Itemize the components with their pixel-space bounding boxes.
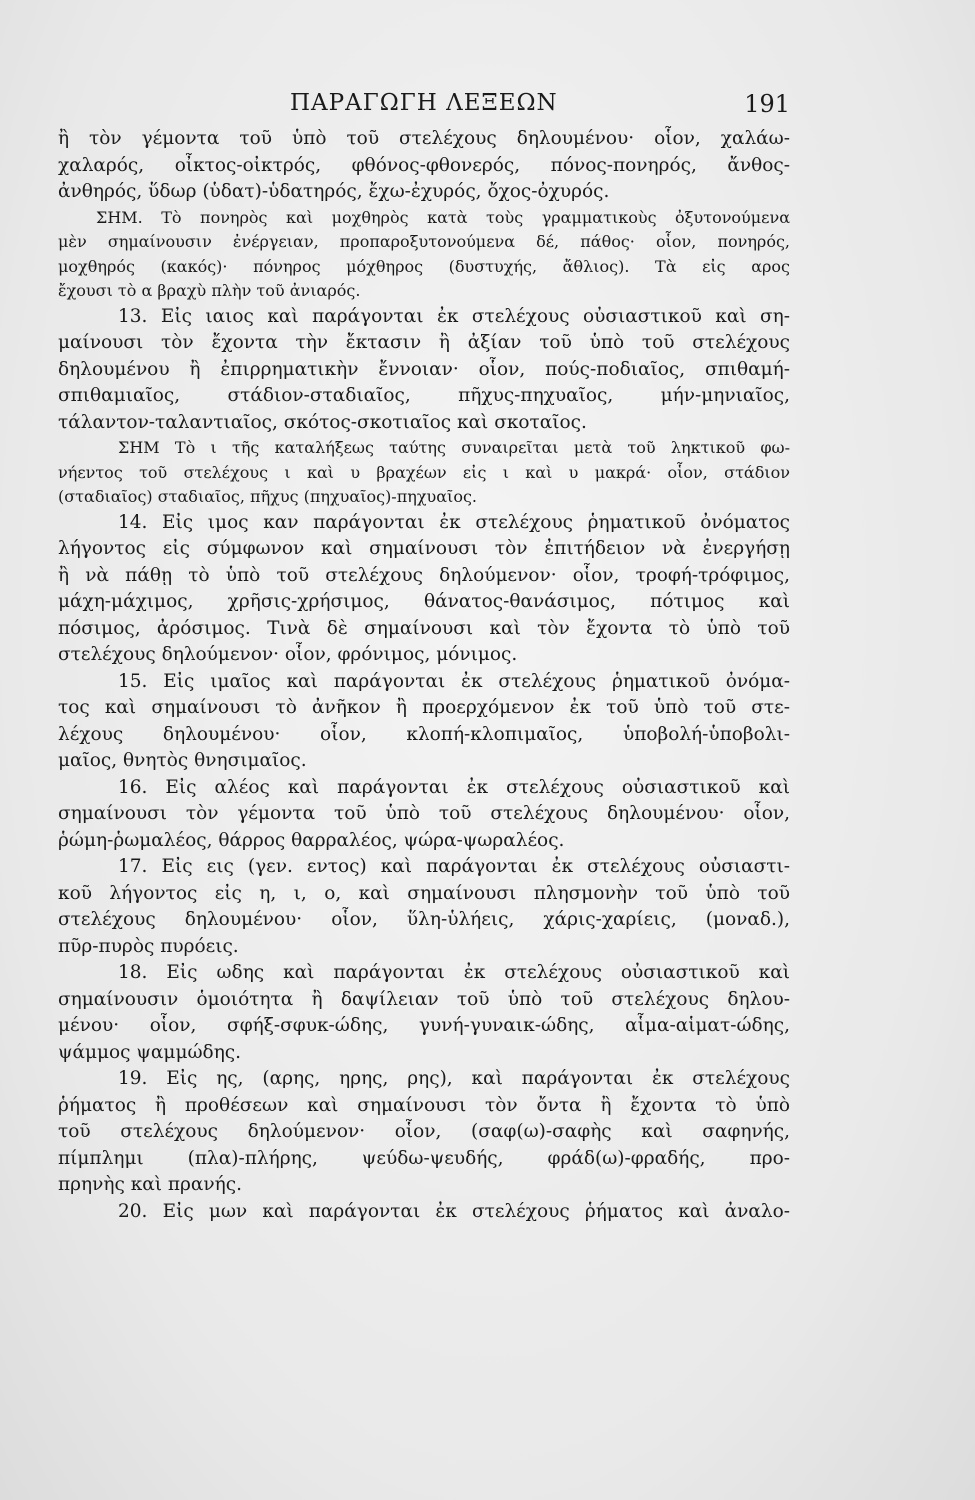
text-line: ἀνθηρός, ὕδωρ (ὑδατ)-ὑδατηρός, ἔχω-ἐχυρός, ὄχος-ὀχυρός. — [58, 181, 610, 202]
note-line: ΣΗΜ Τὸ ι τῆς καταλήξεως ταύτης συναιρεῖται μετὰ τοῦ ληκτικοῦ φω- — [118, 438, 790, 457]
text-line: τος καὶ σημαίνουσι τὸ ἀνῆκον ἢ προερχόμενον ἐκ τοῦ ὑπὸ τοῦ στε- — [58, 697, 790, 718]
note-line: ἔχουσι τὸ α βραχὺ πλὴν τοῦ ἀνιαρός. — [58, 281, 361, 300]
text-line: ἢ τὸν γέμοντα τοῦ ὑπὸ τοῦ στελέχους δηλουμένου· οἷον, χαλάω- — [58, 128, 790, 149]
text-line: δηλουμένου ἢ ἐπιρρηματικὴν ἔννοιαν· οἷον, πούς-ποδιαῖος, σπιθαμή- — [58, 358, 790, 380]
text-line: ψάμμος ψαμμώδης. — [58, 1041, 242, 1063]
text-line: μάχη-μάχιμος, χρῆσις-χρήσιμος, θάνατος-θανάσιμος, πότιμος καὶ — [58, 591, 790, 612]
text-line: στελέχους δηλουμένου· οἷον, ὕλη-ὑλήεις, χάρις-χαρίεις, (μοναδ.), — [58, 909, 790, 930]
text-line: ἢ νὰ πάθῃ τὸ ὑπὸ τοῦ στελέχους δηλούμενον· οἷον, τροφή-τρόφιμος, — [58, 564, 790, 586]
text-line: μαίνουσι τὸν ἔχοντα τὴν ἔκτασιν ἢ ἀξίαν τοῦ ὑπὸ τοῦ στελέχους — [58, 332, 790, 353]
section-start-line: 13. Εἰς ιαιος καὶ παράγονται ἐκ στελέχους οὐσιαστικοῦ καὶ ση- — [118, 305, 790, 327]
note-line: μὲν σημαίνουσιν ἐνέργειαν, προπαροξυτονούμενα δέ, πάθος· οἷον, πονηρός, — [58, 232, 790, 251]
section-start-line: 19. Εἰς ης, (αρης, ηρης, ρης), καὶ παράγονται ἐκ στελέχους — [118, 1068, 790, 1089]
text-line: κοῦ λήγοντος εἰς η, ι, ο, καὶ σημαίνουσι πλησμονὴν τοῦ ὑπὸ τοῦ — [58, 882, 790, 904]
note-line: (σταδιαῖος) σταδιαῖος, πῆχυς (πηχυαῖος)-πηχυαῖος. — [58, 487, 477, 506]
text-line: μένου· οἷον, σφήξ-σφυκ-ώδης, γυνή-γυναικ-ώδης, αἷμα-αἱματ-ώδης, — [58, 1015, 790, 1036]
text-line: τοῦ στελέχους δηλούμενον· οἷον, (σαφ(ω)-σαφὴς καὶ σαφηνής, — [58, 1121, 790, 1142]
page-number: 191 — [744, 90, 790, 118]
section-start-line: 17. Εἰς εις (γεν. εντος) καὶ παράγονται ἐκ στελέχους οὐσιαστι- — [118, 856, 790, 877]
body-text — [58, 126, 790, 1225]
text-line: λήγοντος εἰς σύμφωνον καὶ σημαίνουσι τὸν ἐπιτήδειον νὰ ἐνεργήσῃ — [58, 538, 790, 559]
text-line: πίμπλημι (πλα)-πλήρης, ψεύδω-ψευδής, φράδ(ω)-φραδής, προ- — [58, 1147, 790, 1169]
page-header — [290, 90, 790, 130]
text-line: λέχους δηλουμένου· οἷον, κλοπή-κλοπιμαῖος, ὑποβολή-ὑποβολι- — [58, 723, 790, 745]
note-line: ΣΗΜ. Τὸ πονηρὸς καὶ μοχθηρὸς κατὰ τοὺς γραμματικοὺς ὀξυτονούμενα — [96, 207, 790, 227]
text-line: χαλαρός, οἶκτος-οἰκτρός, φθόνος-φθονερός, πόνος-πονηρός, ἄνθος- — [58, 154, 790, 176]
note-line: μοχθηρός (κακός)· πόνηρος μόχθηρος (δυστυχής, ἄθλιος). Τὰ εἰς αρος — [58, 256, 790, 276]
section-start-line: 16. Εἰς αλέος καὶ παράγονται ἐκ στελέχους οὐσιαστικοῦ καὶ — [118, 776, 790, 798]
section-start-line: 20. Εἰς μων καὶ παράγονται ἐκ στελέχους ῥήματος καὶ ἀναλο- — [118, 1200, 790, 1222]
text-line: σημαίνουσιν ὁμοιότητα ἢ δαψίλειαν τοῦ ὑπὸ τοῦ στελέχους δηλου- — [58, 988, 790, 1010]
text-line: ῥήματος ἢ προθέσεων καὶ σημαίνουσι τὸν ὄντα ἢ ἔχοντα τὸ ὑπὸ — [58, 1094, 790, 1116]
text-line: μαῖος, θνητὸς θνησιμαῖος. — [58, 750, 307, 771]
text-line: σπιθαμιαῖος, στάδιον-σταδιαῖος, πῆχυς-πηχυαῖος, μήν-μηνιαῖος, — [58, 385, 790, 406]
section-start-line: 14. Εἰς ιμος καν παράγονται ἐκ στελέχους ῥηματικοῦ ὀνόματος — [118, 511, 790, 533]
text-line: τάλαντον-ταλαντιαῖος, σκότος-σκοτιαῖος καὶ σκοταῖος. — [58, 411, 587, 433]
section-start-line: 18. Εἰς ωδης καὶ παράγονται ἐκ στελέχους οὐσιαστικοῦ καὶ — [118, 962, 790, 983]
text-line: πῦρ-πυρὸς πυρόεις. — [58, 935, 239, 957]
running-head: ΠΑΡΑΓΩΓΗ ΛΕΞΕΩΝ — [290, 90, 558, 116]
note-line: νήεντος τοῦ στελέχους ι καὶ υ βραχέων εἰς ι καὶ υ μακρά· οἷον, στάδιον — [58, 462, 790, 482]
text-line: πόσιμος, ἀρόσιμος. Τινὰ δὲ σημαίνουσι καὶ τὸν ἔχοντα τὸ ὑπὸ τοῦ — [58, 617, 790, 639]
text-line: στελέχους δηλούμενον· οἷον, φρόνιμος, μόνιμος. — [58, 644, 518, 665]
section-start-line: 15. Εἰς ιμαῖος καὶ παράγονται ἐκ στελέχους ῥηματικοῦ ὀνόμα- — [118, 670, 790, 692]
text-line: ῥώμη-ῥωμαλέος, θάρρος θαρραλέος, ψώρα-ψωραλέος. — [58, 829, 565, 851]
text-line: πρηνὴς καὶ πρανής. — [58, 1174, 242, 1195]
text-line: σημαίνουσι τὸν γέμοντα τοῦ ὑπὸ τοῦ στελέχους δηλουμένου· οἷον, — [58, 803, 790, 824]
